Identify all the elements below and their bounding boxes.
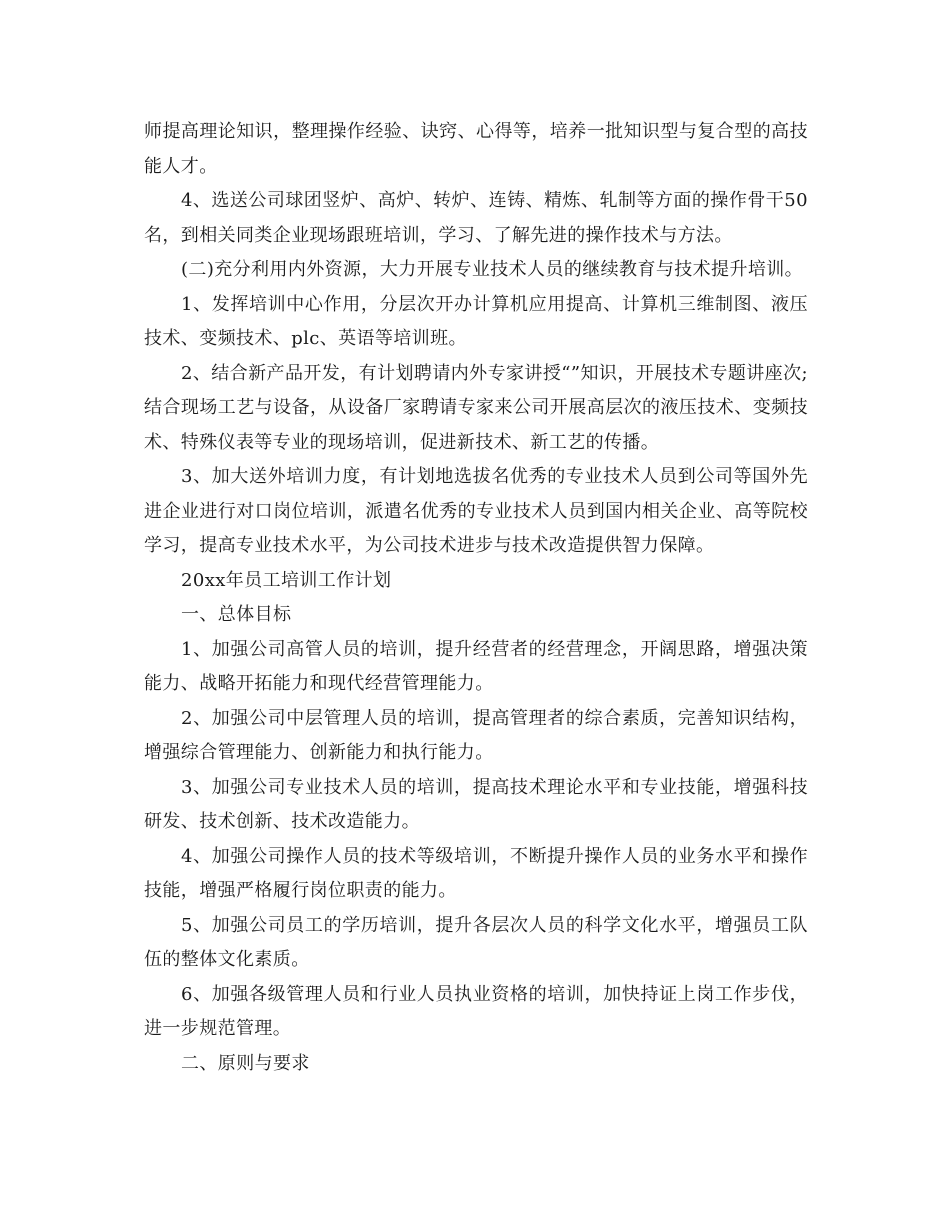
section-heading-principles: 二、原则与要求 [181,1052,310,1074]
document-title: 20xx年员工培训工作计划 [181,569,392,591]
paragraph-14: 6、加强各级管理人员和行业人员执业资格的培训，加快持证上岗工作步伐，进一步规范管理。 [144,983,808,1039]
paragraph-9: 1、加强公司高管人员的培训，提升经营者的经营理念，开阔思路，增强决策能力、战略开拓能力和现代经营管理能力。 [144,638,808,694]
paragraph-13: 5、加强公司员工的学历培训，提升各层次人员的科学文化水平，增强员工队伍的整体文化素质。 [144,914,808,970]
section-heading-overall-goals: 一、总体目标 [181,604,292,625]
section-heading-2: (二)充分利用内外资源，大力开展专业技术人员的继续教育与技术提升培训。 [181,259,804,280]
paragraph-10: 2、加强公司中层管理人员的培训，提高管理者的综合素质，完善知识结构，增强综合管理能力、创新能力和执行能力。 [144,707,808,763]
paragraph-5: 2、结合新产品开发，有计划聘请内外专家讲授“”知识，开展技术专题讲座次;结合现场工艺与设备，从设备厂家聘请专家来公司开展高层次的液压技术、变频技术、特殊仪表等专业的现场培训，促进新技术、新工艺的传播。 [144,362,808,453]
document-page [144,115,808,1135]
paragraph-1: 师提高理论知识，整理操作经验、诀窍、心得等，培养一批知识型与复合型的高技能人才。 [144,121,808,177]
paragraph-11: 3、加强公司专业技术人员的培训，提高技术理论水平和专业技能，增强科技研发、技术创新、技术改造能力。 [144,776,808,832]
paragraph-2: 4、选送公司球团竖炉、高炉、转炉、连铸、精炼、轧制等方面的操作骨干50名，到相关同类企业现场跟班培训，学习、了解先进的操作技术与方法。 [144,190,808,246]
paragraph-12: 4、加强公司操作人员的技术等级培训，不断提升操作人员的业务水平和操作技能，增强严格履行岗位职责的能力。 [144,845,808,901]
paragraph-6: 3、加大送外培训力度，有计划地选拔名优秀的专业技术人员到公司等国外先进企业进行对口岗位培训，派遣名优秀的专业技术人员到国内相关企业、高等院校学习，提高专业技术水平，为公司技术进步与技术改造提供智力保障。 [144,466,808,556]
paragraph-4: 1、发挥培训中心作用，分层次开办计算机应用提高、计算机三维制图、液压技术、变频技术、plc、英语等培训班。 [144,293,808,349]
